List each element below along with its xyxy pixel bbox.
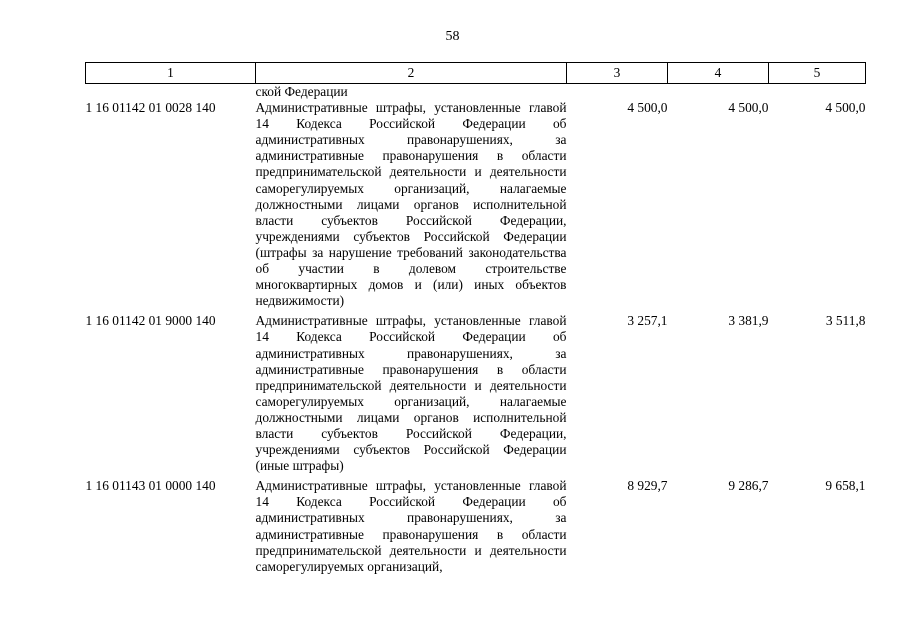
row-description: Административные штрафы, установленные главой 14 Кодекса Российской Федерации об административных правонарушениях, за административные правонарушения в области предпринимательской деятельности и деятельности саморегулируемых организаций, налагаемые должностными лицами органов исполнительной власти субъектов Российской Федерации, учреждениями субъектов Российской Федерации (штрафы за нарушение требований законодательства об участии в долевом строительстве многоквартирных домов и (или) иных объектов недвижимости) [255,100,567,309]
value-col-5: 4 500,0 [825,100,866,116]
column-header-3: 3 [567,63,668,84]
value-col-3: 3 257,1 [627,313,668,329]
value-col-3: 8 929,7 [627,478,668,494]
table-row [86,100,866,313]
table-row [86,478,866,579]
page-number: 58 [445,29,460,44]
value-col-3: 4 500,0 [627,100,668,116]
continuation-text: ской Федерации [255,84,348,99]
value-col-5: 3 511,8 [825,313,866,329]
table-header [86,63,866,84]
row-description: Административные штрафы, установленные главой 14 Кодекса Российской Федерации об административных правонарушениях, за административные правонарушения в области предпринимательской деятельности и деятельности саморегулируемых организаций, налагаемые должностными лицами органов исполнительной власти субъектов Российской Федерации, учреждениями субъектов Российской Федерации (иные штрафы) [255,313,567,474]
value-col-4: 9 286,7 [728,478,769,494]
budget-code: 1 16 01143 01 0000 140 [85,478,216,494]
budget-code: 1 16 01142 01 0028 140 [85,100,216,116]
value-col-5: 9 658,1 [825,478,866,494]
value-col-4: 4 500,0 [728,100,769,116]
column-header-1: 1 [86,63,256,84]
value-col-4: 3 381,9 [728,313,769,329]
column-header-2: 2 [256,63,567,84]
column-header-5: 5 [769,63,866,84]
budget-code: 1 16 01142 01 9000 140 [85,313,216,329]
row-description: Административные штрафы, установленные главой 14 Кодекса Российской Федерации об административных правонарушениях, за административные правонарушения в области предпринимательской деятельности и деятельности саморегулируемых организаций, [255,478,567,574]
budget-table [85,62,866,579]
column-header-4: 4 [668,63,769,84]
table-row [86,313,866,478]
continuation-row [86,84,866,101]
